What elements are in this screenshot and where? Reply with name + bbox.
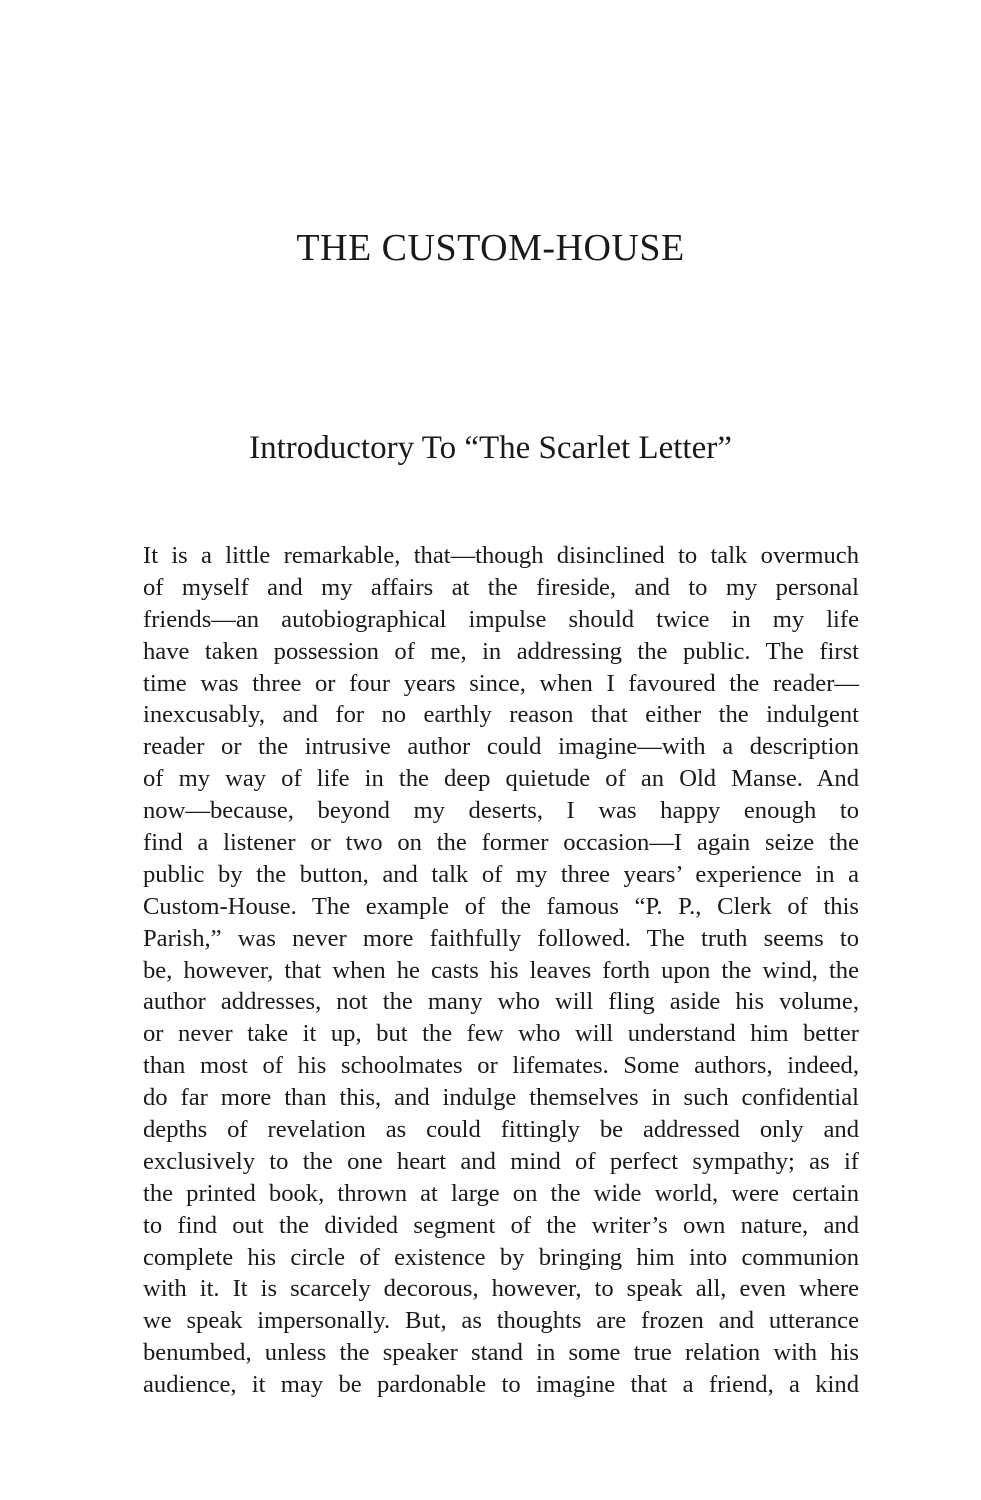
chapter-subtitle: Introductory To “The Scarlet Letter”	[249, 430, 732, 466]
text-line: with it. It is scarcely decorous, however, to speak all, even where	[143, 1275, 859, 1303]
text-line: have taken possession of me, in addressing the public. The first	[143, 637, 859, 665]
text-line: of myself and my affairs at the fireside, and to my personal	[143, 573, 859, 601]
text-line: we speak impersonally. But, as thoughts are frozen and utterance	[143, 1307, 859, 1335]
text-line: find a listener or two on the former occasion—I again seize the	[143, 829, 859, 857]
text-line: friends—an autobiographical impulse should twice in my life	[143, 605, 859, 633]
text-line: be, however, that when he casts his leaves forth upon the wind, the	[143, 956, 859, 984]
text-line: It is a little remarkable, that—though disinclined to talk overmuch	[143, 542, 859, 569]
text-line: exclusively to the one heart and mind of perfect sympathy; as if	[143, 1147, 859, 1175]
text-line: benumbed, unless the speaker stand in some true relation with his	[143, 1339, 859, 1367]
text-line: public by the button, and talk of my three years’ experience in a	[143, 860, 859, 888]
text-line: do far more than this, and indulge themselves in such confidential	[143, 1084, 859, 1112]
text-line: of my way of life in the deep quietude of an Old Manse. And	[143, 765, 859, 793]
text-line: audience, it may be pardonable to imagine that a friend, a kind	[143, 1371, 859, 1399]
text-line: Custom-House. The example of the famous “P. P., Clerk of this	[143, 892, 859, 920]
text-line: author addresses, not the many who will fling aside his volume,	[143, 988, 859, 1016]
text-line: time was three or four years since, when I favoured the reader—	[143, 669, 859, 697]
text-line: depths of revelation as could fittingly be addressed only and	[143, 1116, 859, 1144]
chapter-title: THE CUSTOM-HOUSE	[296, 227, 685, 269]
text-line: Parish,” was never more faithfully followed. The truth seems to	[143, 924, 859, 952]
text-line: inexcusably, and for no earthly reason that either the indulgent	[143, 701, 859, 729]
body-paragraph	[143, 540, 859, 1401]
text-line: the printed book, thrown at large on the wide world, were certain	[143, 1179, 859, 1207]
text-line: now—because, beyond my deserts, I was happy enough to	[143, 797, 859, 825]
text-line: than most of his schoolmates or lifemates. Some authors, indeed,	[143, 1052, 859, 1080]
text-line: to find out the divided segment of the writer’s own nature, and	[143, 1211, 859, 1239]
text-line: complete his circle of existence by bringing him into communion	[143, 1243, 859, 1271]
text-line: reader or the intrusive author could imagine—with a description	[143, 733, 859, 761]
text-line: or never take it up, but the few who will understand him better	[143, 1020, 859, 1048]
